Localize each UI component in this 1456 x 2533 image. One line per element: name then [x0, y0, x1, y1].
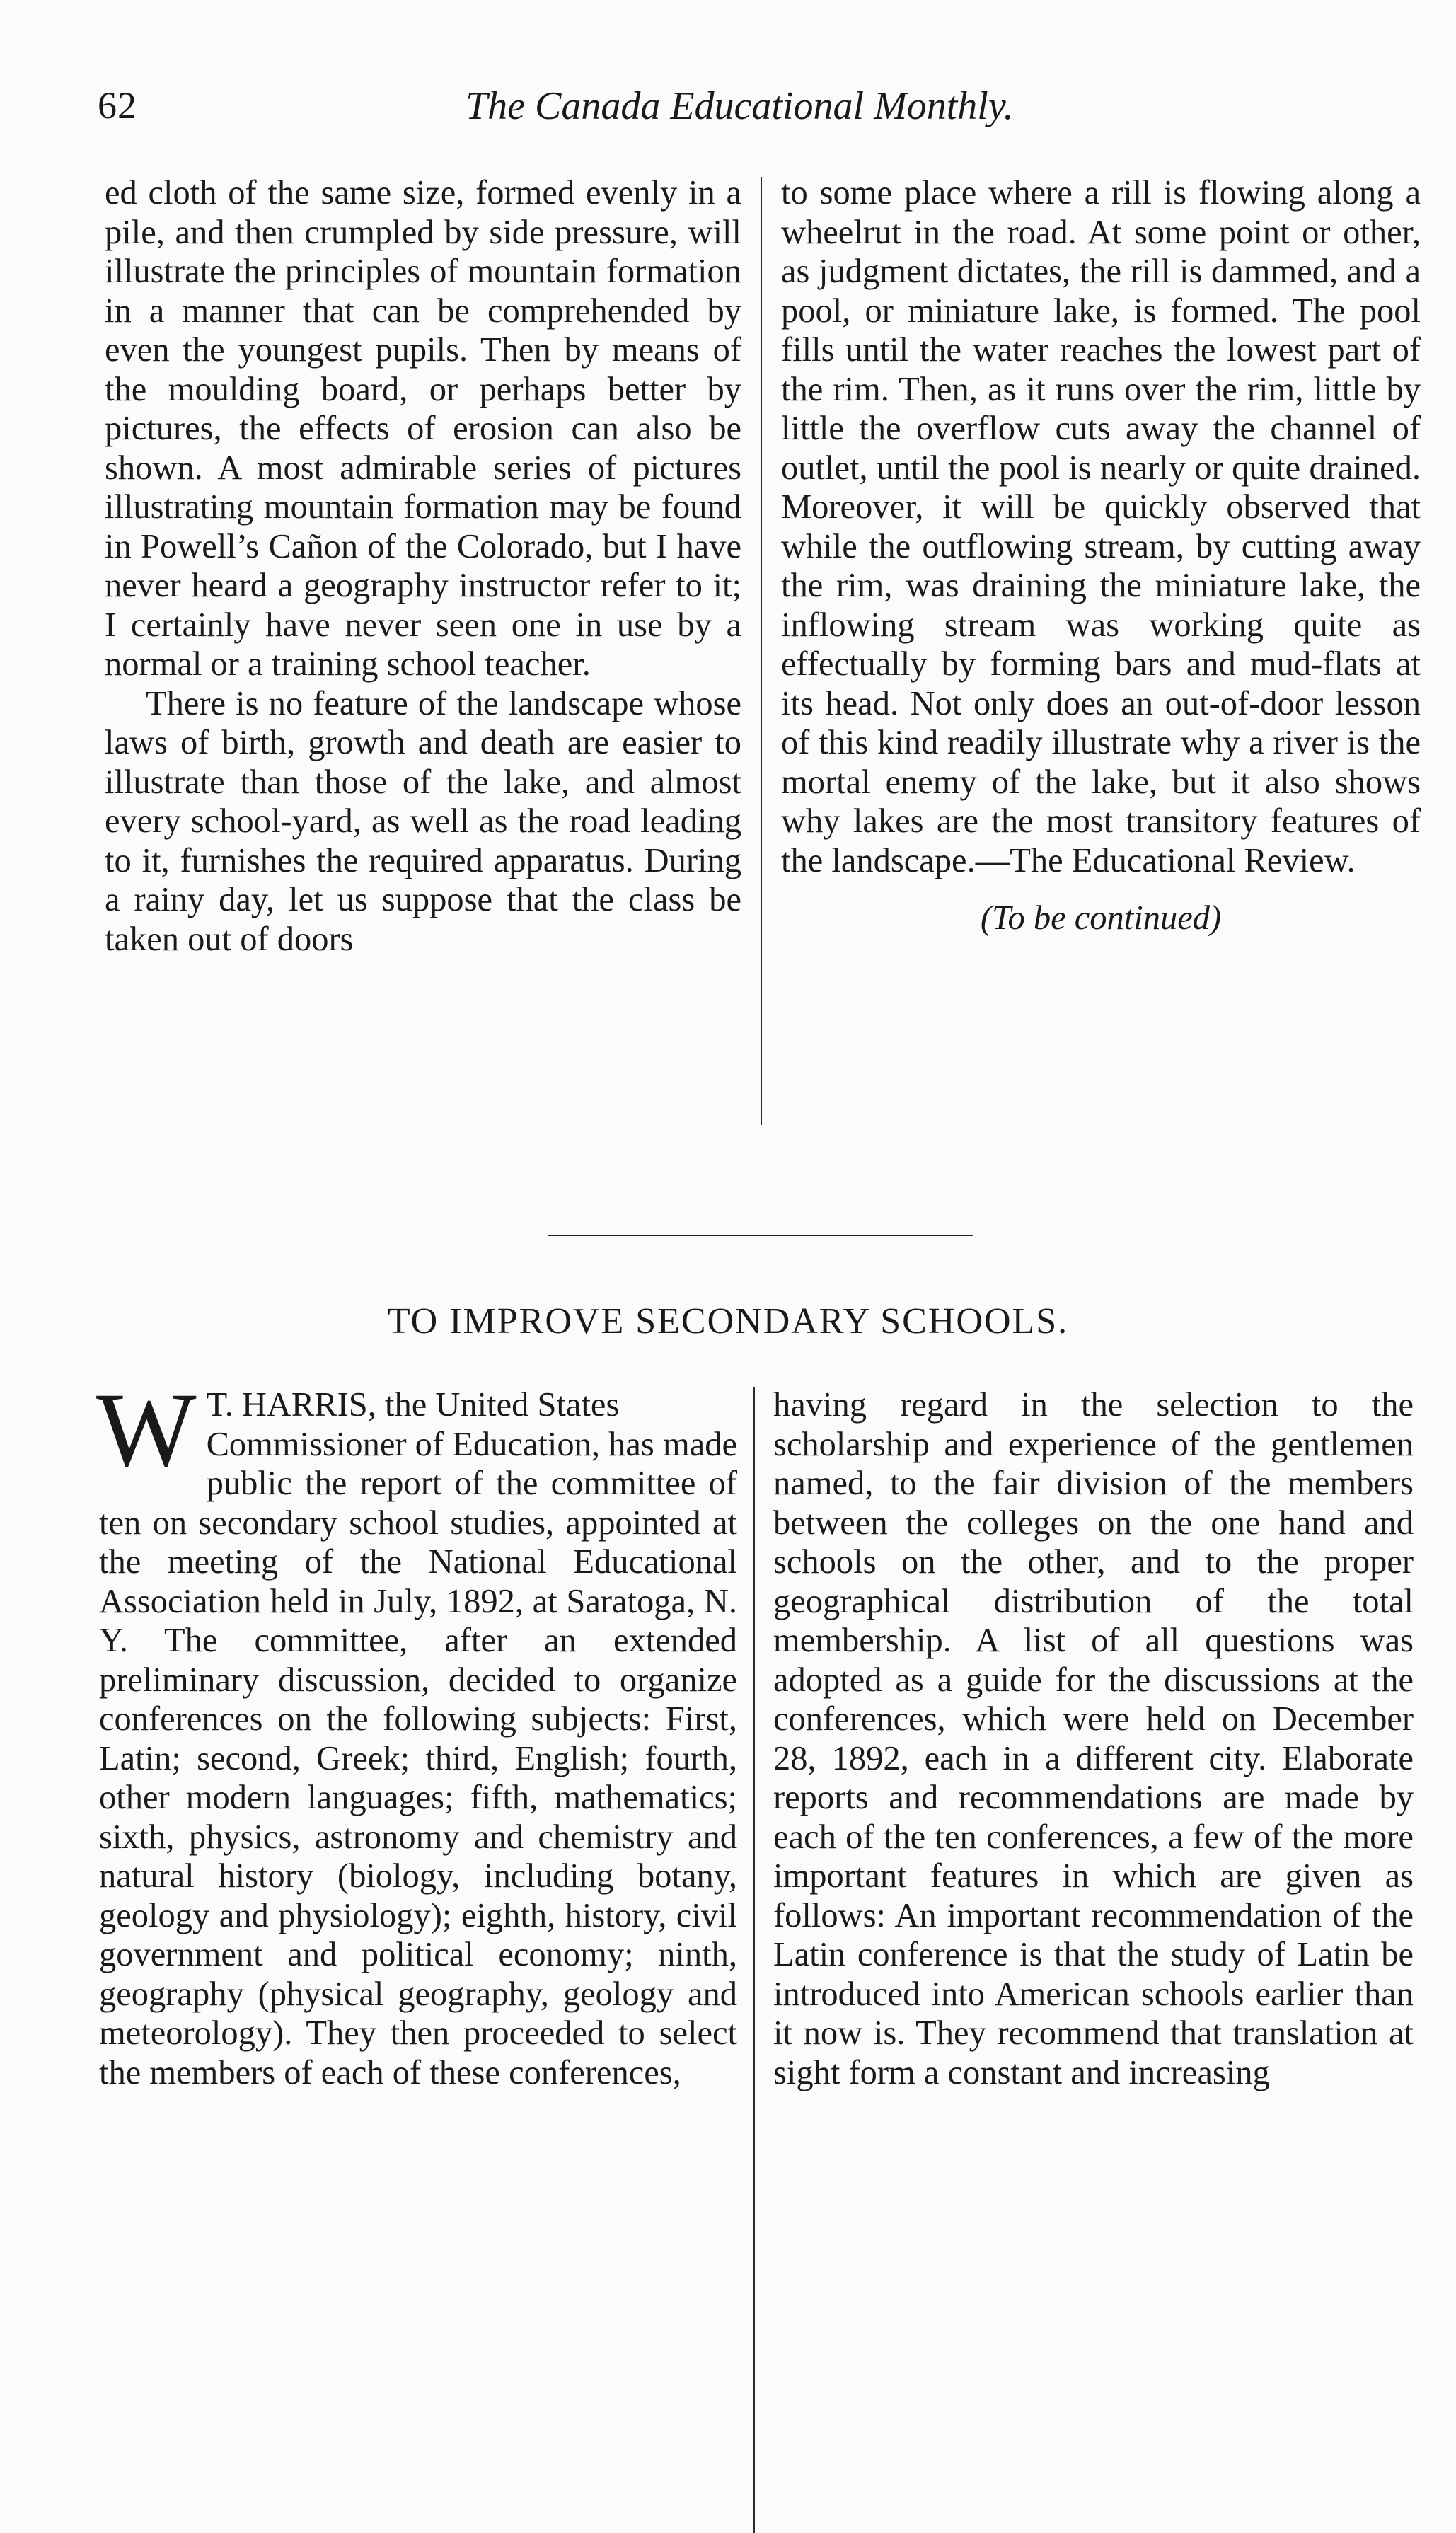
- article-two-left-column: [96, 1371, 737, 2092]
- article-two-right-column: [773, 1385, 1414, 2092]
- running-head: [98, 78, 1343, 134]
- paragraph: [96, 1371, 737, 2092]
- column-rule: [761, 177, 762, 1125]
- section-separator-rule: [548, 1235, 973, 1236]
- paragraph-body: Commissioner of Education, has made public the report of the committee of ten on secondary school studies, appointed at the meeting of the National Educational Association held in July, 1892, at Saratoga, N. Y. The committee, after an extended preliminary discussion, decided to organize conferences on the following subjects: First, Latin; second, Greek; third, English; fourth, other modern languages; fifth, mathematics; sixth, physics, astronomy and chemistry and natural history (biology, including botany, geology and physiology); eighth, history, civil government and political economy; ninth, geography (physical geography, geology and meteorology). They then proceeded to select the members of each of these conferences,: [99, 1425, 737, 2091]
- paragraph: There is no feature of the landscape whose laws of birth, growth and death are easier to illustrate than those of the lake, and almost every school-yard, as well as the road leading to it, furnishes the required apparatus. During a rainy day, let us suppose that the class be taken out of doors: [105, 684, 741, 958]
- paragraph: to some place where a rill is flowing along a wheelrut in the road. At some point or other, as judgment dictates, the rill is dammed, and a pool, or miniature lake, is formed. The pool fills until the water reaches the lowest part of the rim. Then, as it runs over the rim, little by little the overflow cuts away the channel of outlet, until the pool is nearly or quite drained. Moreover, it will be quickly observed that while the outflowing stream, by cutting away the rim, was draining the miniature lake, the inflowing stream was working quite as effectually by forming bars and mud-flats at its head. Not only does an out-of-door lesson of this kind readily illustrate why a river is the mortal enemy of the lake, but it also shows why lakes are the most transitory features of the landscape.—The Educational Review.: [781, 174, 1421, 879]
- article-one-left-column: [105, 173, 741, 959]
- lead-line: T. HARRIS, the United States: [206, 1386, 620, 1424]
- journal-title: The Canada Educational Monthly.: [466, 84, 1014, 128]
- page-number: 62: [98, 84, 137, 127]
- to-be-continued-note: (To be continued): [980, 899, 1222, 937]
- paragraph: ed cloth of the same size, formed evenly in a pile, and then crumpled by side pressure, will illustrate the principles of mountain formation in a manner that can be comprehended by even the youngest pupils. Then by means of the moulding board, or perhaps better by pictures, the effects of erosion can also be shown. A most admirable series of pictures illustrating mountain formation may be found in Powell’s Cañon of the Colorado, but I have never heard a geography instructor refer to it; I certainly have never seen one in use by a normal or a training school teacher.: [105, 174, 741, 683]
- paragraph: having regard in the selection to the scholarship and experience of the gentlemen named, to the fair division of the members between the colleges on the one hand and schools on the other, and to the proper geographical distribution of the total membership. A list of all questions was adopted as a guide for the discussions at the conferences, which were held on December 28, 1892, each in a different city. Elaborate reports and recommendations are made by each of the ten conferences, a few of the more important features in which are given as follows: An important recommendation of the Latin conference is that the study of Latin be introduced into American schools earlier than it now is. They recommend that translation at sight form a constant and increasing: [773, 1386, 1414, 2091]
- article-heading: TO IMPROVE SECONDARY SCHOOLS.: [387, 1301, 1069, 1341]
- column-rule: [753, 1387, 755, 2533]
- article-one-right-column: [781, 173, 1421, 938]
- drop-cap: W: [96, 1371, 197, 1489]
